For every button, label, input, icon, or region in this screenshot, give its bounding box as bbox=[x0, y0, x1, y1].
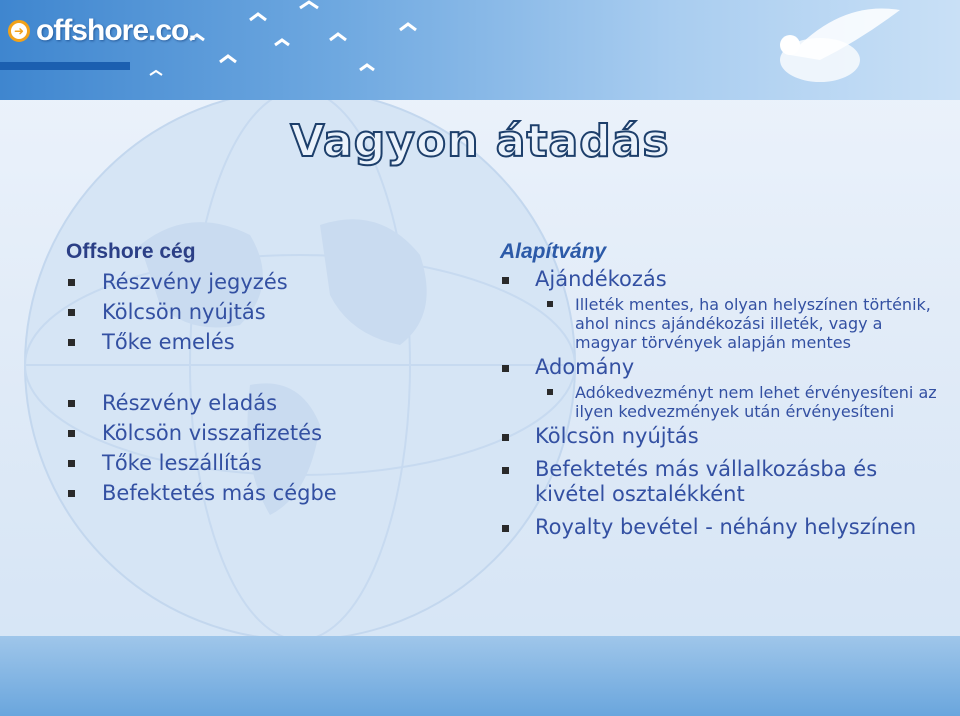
list-item: Befektetés más cégbe bbox=[66, 478, 466, 508]
slide-title: Vagyon átadás bbox=[290, 116, 670, 167]
left-list-group2 bbox=[66, 388, 466, 508]
list-item: Adomány bbox=[500, 355, 940, 380]
list-item: Royalty bevétel - néhány helyszínen bbox=[500, 515, 940, 540]
logo-text: offshore.co. bbox=[36, 14, 196, 47]
list-item: Kölcsön nyújtás bbox=[500, 424, 940, 449]
header-banner bbox=[0, 0, 960, 100]
sub-list-item: Illeték mentes, ha olyan helyszínen történik, ahol nincs ajándékozási illeték, vagy a magyar törvények alapján mentes bbox=[535, 295, 940, 352]
list-item: Kölcsön nyújtás bbox=[66, 297, 466, 327]
list-item: Részvény jegyzés bbox=[66, 267, 466, 297]
list-item: Részvény eladás bbox=[66, 388, 466, 418]
arrow-circle-icon: ➜ bbox=[8, 20, 30, 42]
footer-band bbox=[0, 636, 960, 716]
left-column bbox=[66, 240, 466, 508]
list-item: Kölcsön visszafizetés bbox=[66, 418, 466, 448]
sub-list-item: Adókedvezményt nem lehet érvényesíteni az ilyen kedvezmények után érvényesíteni bbox=[535, 383, 940, 421]
spacer bbox=[66, 357, 466, 388]
list-item: Tőke emelés bbox=[66, 327, 466, 357]
list-item: Befektetés más vállalkozásba és kivétel osztalékként bbox=[500, 457, 940, 507]
right-heading: Alapítvány bbox=[500, 240, 607, 263]
list-item: Tőke leszállítás bbox=[66, 448, 466, 478]
left-heading: Offshore cég bbox=[66, 240, 196, 263]
right-column bbox=[500, 240, 940, 540]
logo[interactable] bbox=[8, 14, 196, 48]
left-list-group1 bbox=[66, 267, 466, 357]
right-list bbox=[500, 267, 940, 540]
list-item: Ajándékozás bbox=[500, 267, 940, 292]
